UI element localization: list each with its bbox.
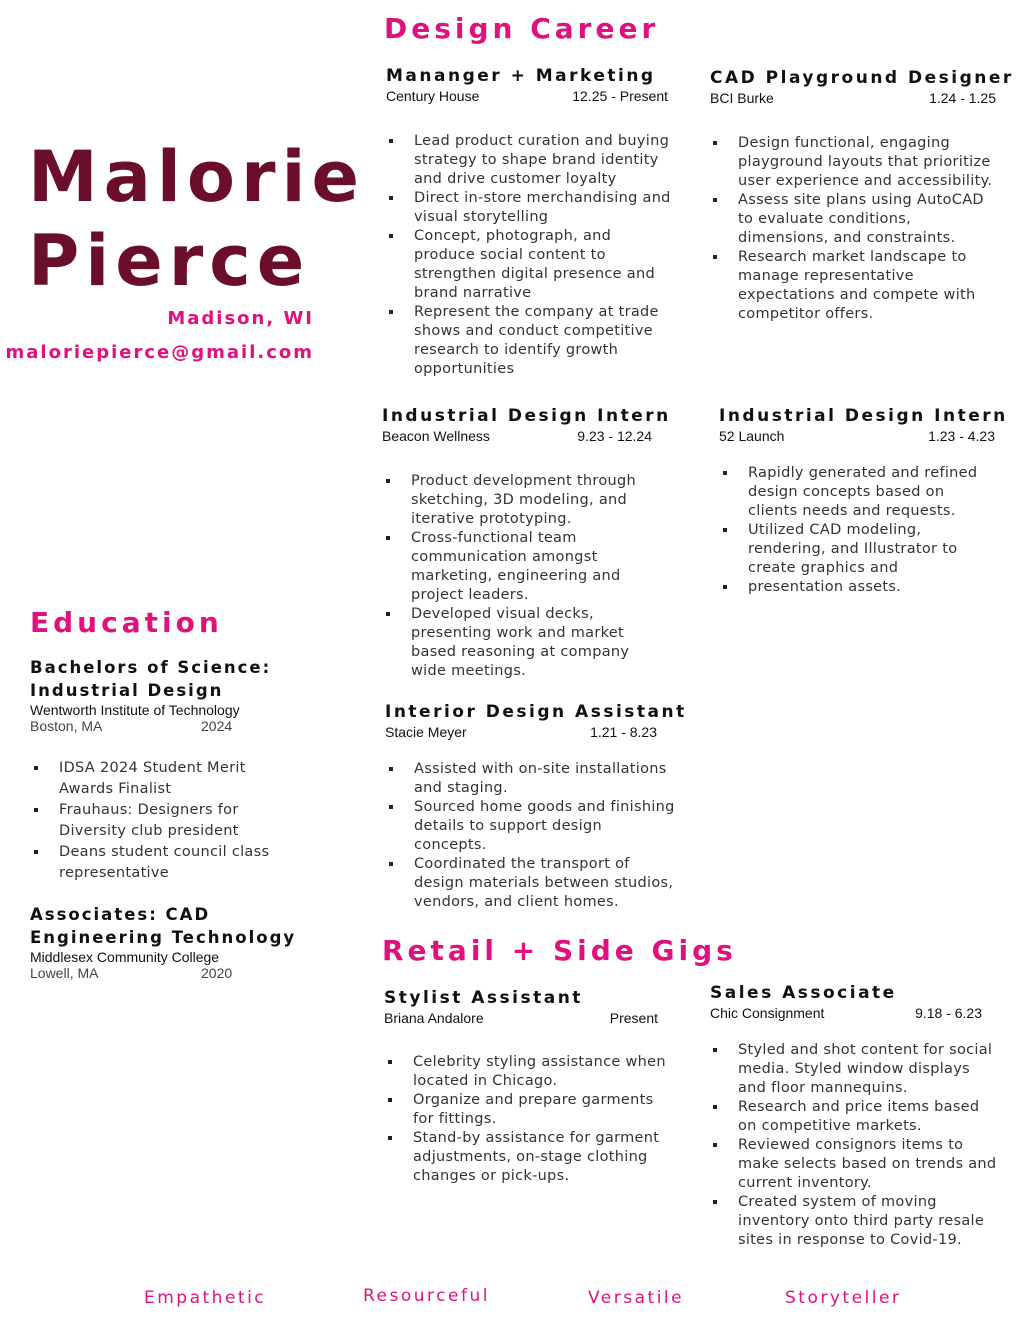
degree-year: 2024 xyxy=(201,718,233,734)
job-company: Chic Consignment xyxy=(710,1005,825,1021)
list-item: Direct in-store merchandising and visual storytelling xyxy=(386,189,676,227)
job-title: Industrial Design Intern xyxy=(382,406,671,426)
first-name: Malorie xyxy=(28,136,365,218)
list-item: Created system of moving inventory onto third party resale sites in response to Covid-19. xyxy=(710,1193,1000,1250)
job-sales-associate-bullets xyxy=(710,1041,1000,1250)
list-item: IDSA 2024 Student Merit Awards Finalist xyxy=(31,758,291,800)
job-company: BCI Burke xyxy=(710,90,774,106)
job-dates: 1.24 - 1.25 xyxy=(929,90,996,106)
degree-title: Bachelors of Science: Industrial Design xyxy=(30,658,272,700)
list-item: Sourced home goods and finishing details to support design concepts. xyxy=(386,798,678,855)
design-career-heading: Design Career xyxy=(384,12,660,45)
job-cad-playground xyxy=(710,68,1014,108)
list-item: Frauhaus: Designers for Diversity club president xyxy=(31,800,291,842)
list-item: Cross-functional team communication amongst marketing, engineering and project leaders. xyxy=(383,529,645,605)
job-company: Stacie Meyer xyxy=(385,724,467,740)
degree-title: Associates: CAD Engineering Technology xyxy=(30,905,297,947)
degree-associates xyxy=(30,903,300,985)
job-title: Stylist Assistant xyxy=(384,988,583,1008)
list-item: Developed visual decks, presenting work and market based reasoning at company wide meetings. xyxy=(383,605,645,681)
job-dates: 12.25 - Present xyxy=(572,88,668,104)
job-company: 52 Launch xyxy=(719,428,785,444)
trait-versatile: Versatile xyxy=(588,1288,685,1308)
job-beacon-intern-bullets xyxy=(383,472,645,681)
job-sales-associate xyxy=(710,983,984,1023)
location: Madison, WI xyxy=(167,308,314,329)
degree-year: 2020 xyxy=(201,965,233,981)
job-52launch-intern-bullets xyxy=(720,464,995,597)
list-item: Utilized CAD modeling, rendering, and Illustrator to create graphics and xyxy=(720,521,995,578)
degree-location: Lowell, MA xyxy=(30,965,99,981)
list-item: Concept, photograph, and produce social content to strengthen digital presence and brand narrative xyxy=(386,227,676,303)
job-dates: Present xyxy=(609,1010,658,1026)
job-dates: 9.18 - 6.23 xyxy=(915,1005,982,1021)
job-stylist-assistant-bullets xyxy=(385,1053,677,1186)
list-item: Reviewed consignors items to make selects based on trends and current inventory. xyxy=(710,1136,1000,1193)
job-dates: 9.23 - 12.24 xyxy=(577,428,652,444)
trait-storyteller: Storyteller xyxy=(785,1288,902,1308)
job-company: Briana Andalore xyxy=(384,1010,484,1026)
trait-empathetic: Empathetic xyxy=(144,1288,267,1308)
list-item: Product development through sketching, 3D modeling, and iterative prototyping. xyxy=(383,472,645,529)
list-item: Rapidly generated and refined design concepts based on clients needs and requests. xyxy=(720,464,995,521)
job-company: Beacon Wellness xyxy=(382,428,490,444)
job-interior-assistant xyxy=(385,702,687,742)
list-item: Stand-by assistance for garment adjustments, on-stage clothing changes or pick-ups. xyxy=(385,1129,677,1186)
list-item: Research and price items based on competitive markets. xyxy=(710,1098,1000,1136)
job-title: Sales Associate xyxy=(710,983,897,1003)
job-title: Mananger + Marketing xyxy=(386,66,656,86)
degree-bachelors xyxy=(30,656,290,738)
job-interior-assistant-bullets xyxy=(386,760,678,912)
job-stylist-assistant xyxy=(384,988,660,1028)
job-manager-marketing xyxy=(386,66,670,106)
retail-heading: Retail + Side Gigs xyxy=(382,934,737,967)
degree-school: Wentworth Institute of Technology xyxy=(30,702,240,718)
degree-bachelors-bullets xyxy=(31,758,291,884)
list-item: Assess site plans using AutoCAD to evaluate conditions, dimensions, and constraints. xyxy=(710,191,1000,248)
job-title: CAD Playground Designer xyxy=(710,68,1014,88)
list-item: Lead product curation and buying strategy to shape brand identity and drive customer loyalty xyxy=(386,132,676,189)
list-item: Coordinated the transport of design materials between studios, vendors, and client homes. xyxy=(386,855,678,912)
list-item: Design functional, engaging playground layouts that prioritize user experience and accessibility. xyxy=(710,134,1000,191)
list-item: Celebrity styling assistance when located in Chicago. xyxy=(385,1053,677,1091)
job-manager-marketing-bullets xyxy=(386,132,676,379)
list-item: Represent the company at trade shows and conduct competitive research to identify growth opportunities xyxy=(386,303,676,379)
list-item: Deans student council class representative xyxy=(31,842,291,884)
list-item: Research market landscape to manage representative expectations and compete with competitor offers. xyxy=(710,248,1000,324)
job-dates: 1.21 - 8.23 xyxy=(590,724,657,740)
job-beacon-intern xyxy=(382,406,671,446)
last-name: Pierce xyxy=(28,220,311,302)
list-item: Assisted with on-site installations and staging. xyxy=(386,760,678,798)
job-dates: 1.23 - 4.23 xyxy=(928,428,995,444)
list-item: Styled and shot content for social media. Styled window displays and floor mannequins. xyxy=(710,1041,1000,1098)
education-heading: Education xyxy=(30,606,223,639)
degree-location: Boston, MA xyxy=(30,718,103,734)
email-link[interactable]: maloriepierce@gmail.com xyxy=(5,342,314,363)
job-52launch-intern xyxy=(719,406,1008,446)
trait-resourceful: Resourceful xyxy=(363,1286,490,1306)
list-item: Organize and prepare garments for fittings. xyxy=(385,1091,677,1129)
list-item: presentation assets. xyxy=(720,578,995,597)
degree-school: Middlesex Community College xyxy=(30,949,220,965)
job-cad-playground-bullets xyxy=(710,134,1000,324)
job-company: Century House xyxy=(386,88,480,104)
job-title: Industrial Design Intern xyxy=(719,406,1008,426)
job-title: Interior Design Assistant xyxy=(385,702,687,722)
